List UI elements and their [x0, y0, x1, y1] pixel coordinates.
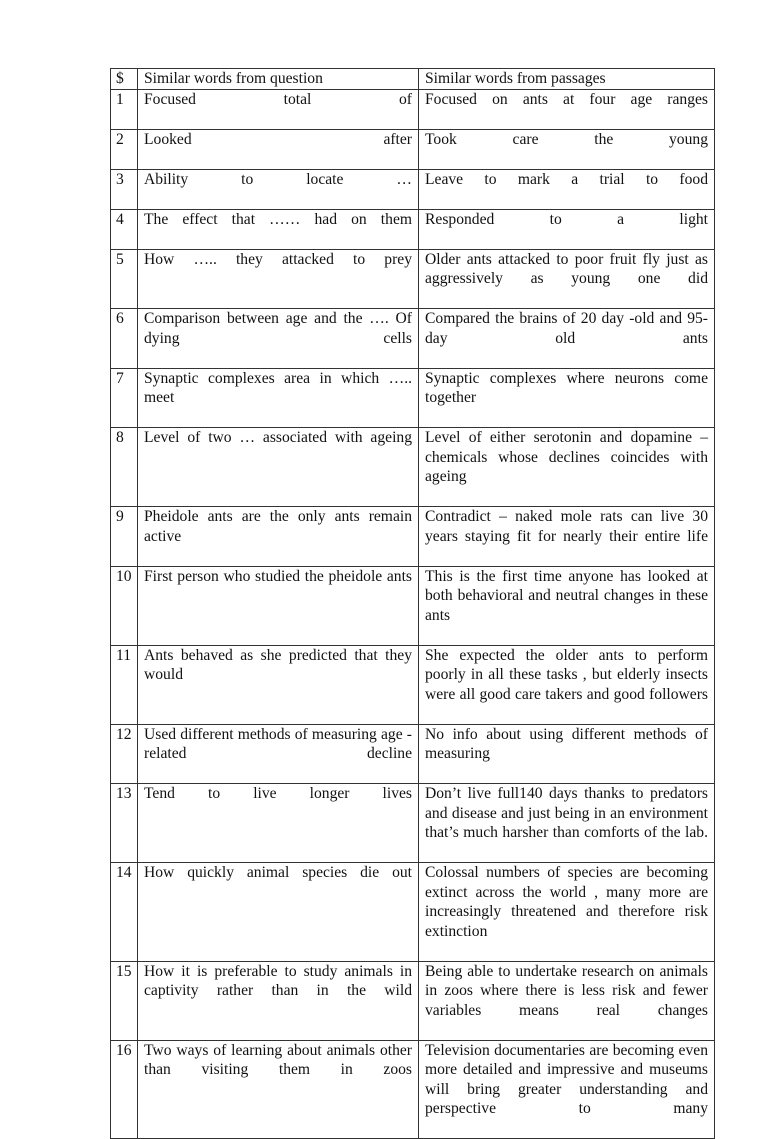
table-row [111, 249, 715, 309]
passage-words-cell: Leave to mark a trial to food [419, 169, 715, 209]
question-words-cell: How ….. they attacked to prey [138, 249, 419, 309]
row-number: 10 [111, 566, 138, 645]
passage-words-cell: She expected the older ants to perform poorly in all these tasks , but elderly insects were all good care takers and good followers [419, 645, 715, 724]
passage-words-cell: Synaptic complexes where neurons come together [419, 368, 715, 428]
question-words-cell: How quickly animal species die out [138, 863, 419, 962]
passage-words-cell: Compared the brains of 20 day -old and 95-day old ants [419, 309, 715, 369]
passage-words-cell: Responded to a light [419, 209, 715, 249]
question-words-cell: Synaptic complexes area in which ….. meet [138, 368, 419, 428]
passage-words-cell: Don’t live full140 days thanks to predators and disease and just being in an environment that’s much harsher than comforts of the lab. [419, 784, 715, 863]
table-row [111, 863, 715, 962]
row-number: 2 [111, 129, 138, 169]
row-number: 15 [111, 961, 138, 1040]
table-row [111, 507, 715, 567]
question-words-cell: Comparison between age and the …. Of dying cells [138, 309, 419, 369]
row-number: 9 [111, 507, 138, 567]
row-number: 12 [111, 724, 138, 784]
passage-words-cell: Being able to undertake research on animals in zoos where there is less risk and fewer variables means real changes [419, 961, 715, 1040]
comparison-table [110, 68, 715, 1139]
passage-words-cell: Older ants attacked to poor fruit fly just as aggressively as young one did [419, 249, 715, 309]
table-body [111, 89, 715, 1139]
table-row [111, 724, 715, 784]
row-number: 4 [111, 209, 138, 249]
table-row [111, 645, 715, 724]
passage-words-cell: Took care the young [419, 129, 715, 169]
passage-words-cell: No info about using different methods of measuring [419, 724, 715, 784]
passage-words-cell: Contradict – naked mole rats can live 30 years staying fit for nearly their entire life [419, 507, 715, 567]
table-row [111, 309, 715, 369]
table-row [111, 169, 715, 209]
passage-words-cell: This is the first time anyone has looked at both behavioral and neutral changes in these ants [419, 566, 715, 645]
table-row [111, 428, 715, 507]
header-question-words: Similar words from question [138, 69, 419, 90]
question-words-cell: Two ways of learning about animals other than visiting them in zoos [138, 1040, 419, 1139]
row-number: 14 [111, 863, 138, 962]
passage-words-cell: Focused on ants at four age ranges [419, 89, 715, 129]
question-words-cell: Ability to locate … [138, 169, 419, 209]
question-words-cell: Looked after [138, 129, 419, 169]
question-words-cell: Pheidole ants are the only ants remain active [138, 507, 419, 567]
question-words-cell: Ants behaved as she predicted that they would [138, 645, 419, 724]
table-row [111, 368, 715, 428]
table-row [111, 784, 715, 863]
question-words-cell: Used different methods of measuring age -related decline [138, 724, 419, 784]
question-words-cell: Level of two … associated with ageing [138, 428, 419, 507]
question-words-cell: How it is preferable to study animals in captivity rather than in the wild [138, 961, 419, 1040]
row-number: 7 [111, 368, 138, 428]
row-number: 5 [111, 249, 138, 309]
table-row [111, 209, 715, 249]
row-number: 3 [111, 169, 138, 209]
passage-words-cell: Level of either serotonin and dopamine – chemicals whose declines coincides with ageing [419, 428, 715, 507]
table-row [111, 129, 715, 169]
row-number: 13 [111, 784, 138, 863]
header-number: $ [111, 69, 138, 90]
row-number: 6 [111, 309, 138, 369]
question-words-cell: Focused total of [138, 89, 419, 129]
question-words-cell: First person who studied the pheidole ants [138, 566, 419, 645]
row-number: 1 [111, 89, 138, 129]
table-row [111, 566, 715, 645]
passage-words-cell: Colossal numbers of species are becoming extinct across the world , many more are increasingly threatened and therefore risk extinction [419, 863, 715, 962]
row-number: 8 [111, 428, 138, 507]
question-words-cell: The effect that …… had on them [138, 209, 419, 249]
row-number: 11 [111, 645, 138, 724]
row-number: 16 [111, 1040, 138, 1139]
table-row [111, 89, 715, 129]
passage-words-cell: Television documentaries are becoming even more detailed and impressive and museums will bring greater understanding and perspective to many [419, 1040, 715, 1139]
header-passage-words: Similar words from passages [419, 69, 715, 90]
table-row [111, 1040, 715, 1139]
question-words-cell: Tend to live longer lives [138, 784, 419, 863]
table-row [111, 961, 715, 1040]
table-header-row [111, 69, 715, 90]
